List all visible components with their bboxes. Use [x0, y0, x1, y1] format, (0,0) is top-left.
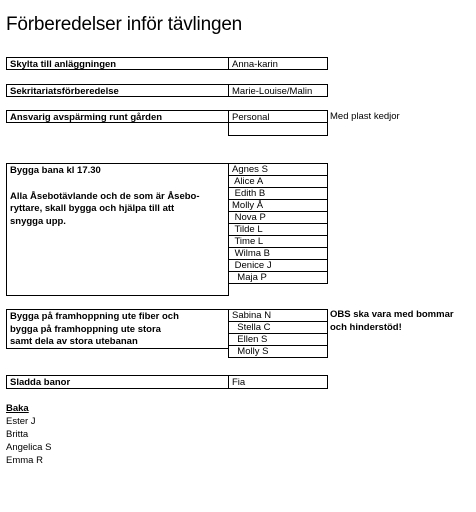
task-skylta: Skylta till anläggningen	[6, 57, 229, 70]
note-avsparrning: Med plast kedjor	[330, 111, 400, 122]
list-item: Edith B	[228, 187, 328, 200]
framhoppning-line: Bygga på framhoppning ute fiber och	[10, 311, 179, 322]
bygga-bana-text-line: Alla Åsebotävlande och de som är Åsebo-	[10, 190, 200, 202]
list-item: Time L	[228, 235, 328, 248]
task-bygga-bana	[6, 163, 229, 296]
list-item: Maja P	[228, 271, 328, 284]
page-title: Förberedelser inför tävlingen	[6, 14, 243, 35]
baka-section	[6, 402, 51, 467]
person-avsparrning: Personal	[228, 110, 328, 123]
list-item: Stella C	[228, 321, 328, 334]
baka-heading: Baka	[6, 403, 29, 414]
list-item: Tilde L	[228, 223, 328, 236]
task-avsparrning: Ansvarig avspärming runt gården	[6, 110, 229, 123]
bygga-bana-text-line: snygga upp.	[10, 215, 66, 227]
person-sladda: Fia	[228, 375, 328, 389]
bygga-bana-heading: Bygga bana kl 17.30	[10, 165, 101, 176]
note-framhoppning	[330, 309, 454, 334]
list-item: Wilma B	[228, 247, 328, 260]
note-line: och hinderstöd!	[330, 321, 402, 333]
list-item: Nova P	[228, 211, 328, 224]
person-sekretariat: Marie-Louise/Malin	[228, 84, 328, 97]
list-item: Sabina N	[228, 309, 328, 322]
list-item: Ellen S	[228, 333, 328, 346]
list-item: Angelica S	[6, 442, 52, 453]
list-item: Britta	[6, 429, 29, 440]
bygga-bana-text-line: ryttare, skall bygga och hjälpa till att	[10, 203, 175, 214]
list-item: Alice A	[228, 175, 328, 188]
person-avsparrning-extra	[228, 122, 328, 136]
framhoppning-line: samt dela av stora utebanan	[10, 336, 138, 347]
note-line: OBS ska vara med bommar	[330, 309, 454, 320]
task-sladda: Sladda banor	[6, 375, 229, 389]
person-skylta: Anna-karin	[228, 57, 328, 70]
list-item: Ester J	[6, 416, 36, 427]
task-framhoppning	[6, 309, 229, 349]
list-item: Emma R	[6, 455, 43, 466]
framhoppning-line: bygga på framhoppning ute stora	[10, 323, 161, 335]
bygga-bana-people	[228, 163, 328, 284]
list-item: Denice J	[228, 259, 328, 272]
framhoppning-people	[228, 309, 328, 358]
list-item: Molly Å	[228, 199, 328, 212]
list-item: Agnes S	[228, 163, 328, 176]
task-sekretariat: Sekritariatsförberedelse	[6, 84, 229, 97]
list-item: Molly S	[228, 345, 328, 358]
